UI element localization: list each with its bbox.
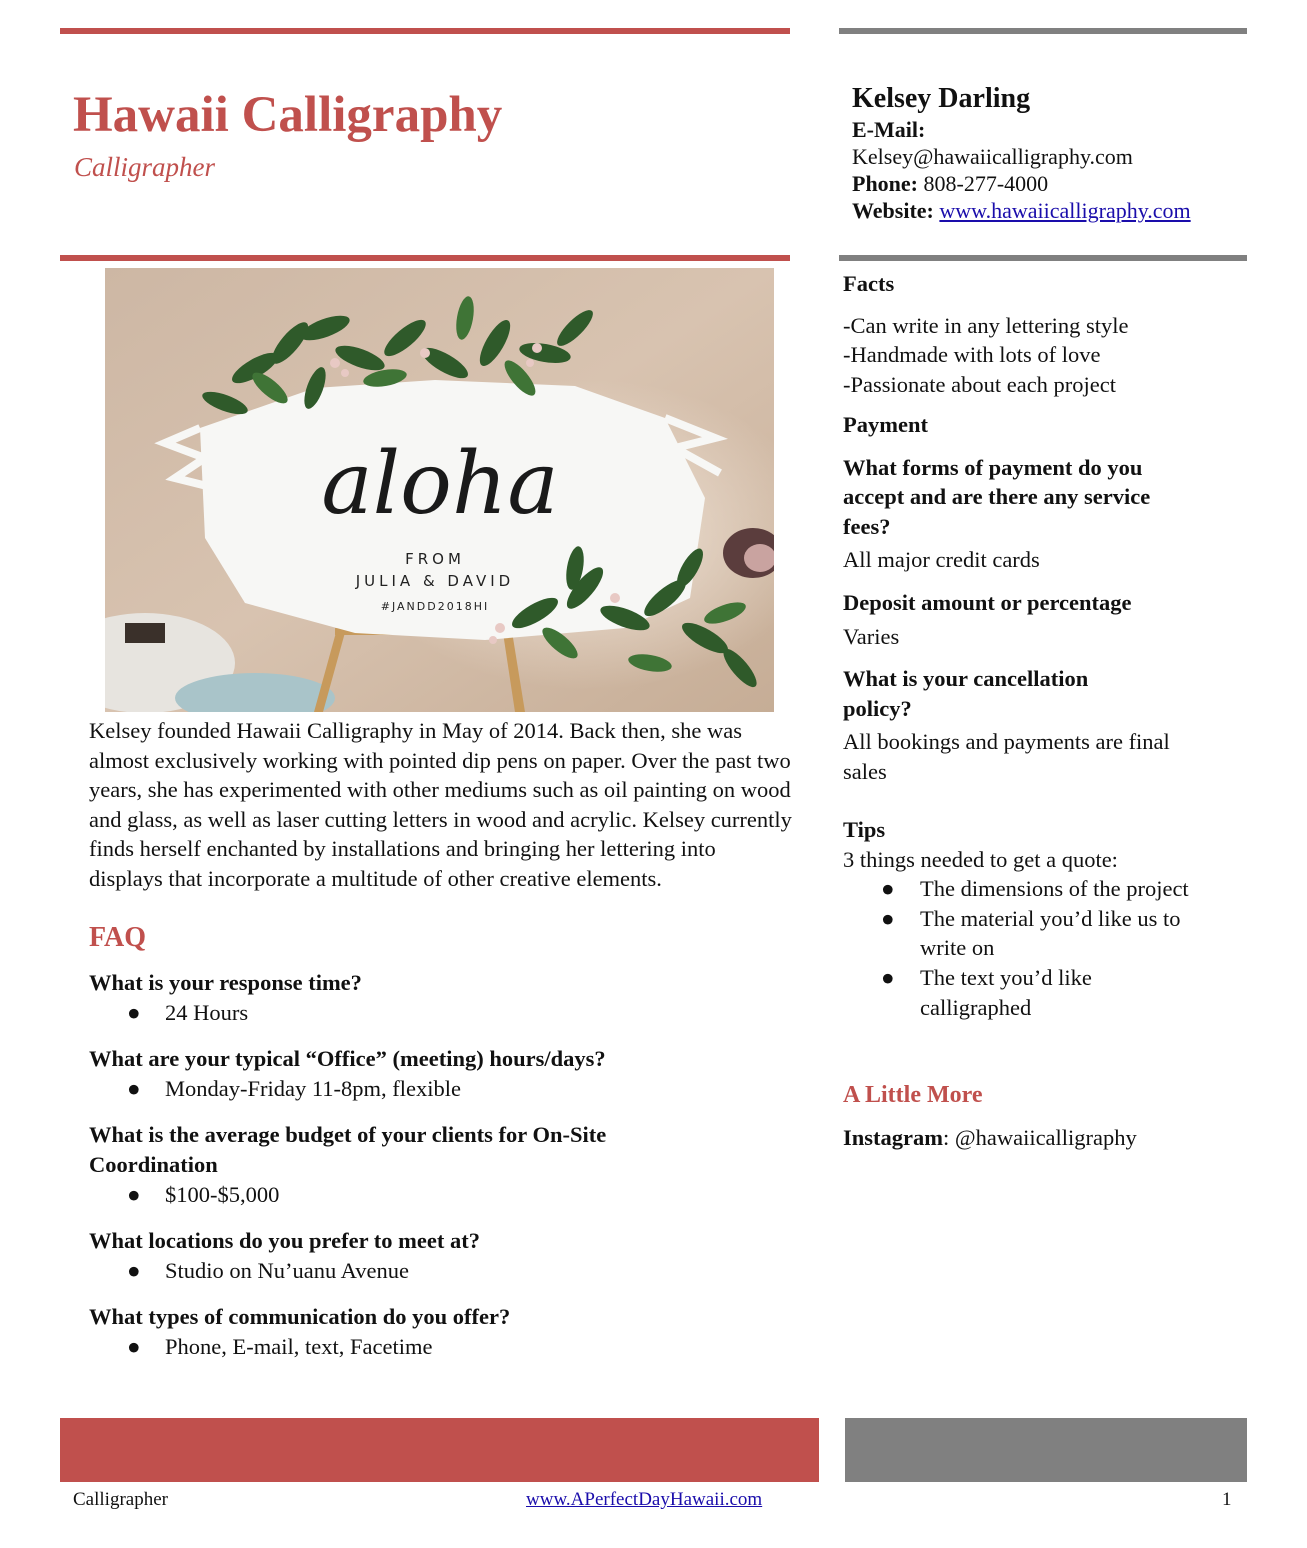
little-more-heading: A Little More	[843, 1082, 983, 1108]
little-more-section	[843, 1082, 1243, 1153]
payment-heading: Payment	[843, 412, 928, 437]
payment-question: What is your cancellation policy?	[843, 666, 1089, 721]
top-rule-gray	[839, 28, 1247, 34]
tips-heading: Tips	[843, 817, 886, 842]
website-label: Website:	[852, 198, 934, 223]
sign-hashtag: #JANDD2018HI	[380, 600, 490, 613]
payment-answer: Varies	[843, 623, 900, 649]
phone-label: Phone:	[852, 171, 918, 196]
faq-answer: 24 Hours	[165, 999, 249, 1025]
faq-list	[89, 968, 794, 1379]
bullet-icon: ●	[127, 1075, 141, 1101]
faq-answer: Phone, E-mail, text, Facetime	[165, 1333, 433, 1359]
mid-rule-gray	[839, 255, 1247, 261]
faq-item	[89, 1226, 794, 1285]
page-number: 1	[1222, 1489, 1232, 1510]
tip-item: ● The dimensions of the project	[843, 874, 1198, 904]
page-subtitle: Calligrapher	[74, 152, 216, 182]
faq-answer: $100-$5,000	[165, 1181, 280, 1207]
footer-left: Calligrapher	[73, 1489, 168, 1510]
sign-names: JULIA & DAVID	[355, 572, 515, 590]
payment-answer: All major credit cards	[843, 547, 1040, 573]
faq-heading: FAQ	[89, 922, 147, 953]
bullet-icon: ●	[881, 876, 895, 902]
fact-item: -Passionate about each project	[843, 371, 1117, 397]
mid-rule-red	[60, 255, 790, 261]
tip-item: ● The text you’d like calligraphed	[881, 964, 1092, 1020]
instagram-label: Instagram	[843, 1125, 943, 1150]
page-title: Hawaii Calligraphy	[73, 87, 503, 143]
faq-item	[89, 1302, 794, 1361]
payment-question: Deposit amount or percentage	[843, 589, 1132, 615]
bullet-icon: ●	[881, 964, 895, 990]
faq-answer: Monday-Friday 11-8pm, flexible	[165, 1075, 461, 1101]
email-value: Kelsey@hawaiicalligraphy.com	[852, 144, 1133, 169]
email-label: E-Mail:	[852, 117, 926, 142]
bullet-icon: ●	[127, 999, 141, 1025]
phone-value: 808-277-4000	[923, 171, 1049, 196]
faq-question: What is the average budget of your clients for On-Site Coordination	[89, 1122, 607, 1177]
payment-answer: All bookings and payments are final sales	[843, 729, 1170, 784]
faq-question: What is your response time?	[89, 970, 362, 995]
tip-item: ● The material you’d like us to write on	[881, 905, 1181, 961]
bullet-icon: ●	[127, 1333, 141, 1359]
bullet-icon: ●	[881, 905, 895, 931]
fact-item: -Can write in any lettering style	[843, 312, 1129, 338]
bullet-icon: ●	[127, 1257, 141, 1283]
facts-heading: Facts	[843, 271, 895, 296]
sign-photo	[105, 268, 774, 712]
instagram-handle: : @hawaiicalligraphy	[943, 1125, 1137, 1150]
bullet-icon: ●	[127, 1181, 141, 1207]
sign-from: FROM	[405, 550, 465, 568]
bio-paragraph: Kelsey founded Hawaii Calligraphy in May of 2014. Back then, she was almost exclusively working with pointed dip pens on paper. Over the past two years, she has experimented with other mediums such as oil painting on wood and glass, as well as laser cutting letters in wood and acrylic. Kelsey currently finds herself enchanted by installations and bringing her lettering into displays that incorporate a multitude of other creative elements.	[89, 718, 792, 891]
faq-question: What locations do you prefer to meet at?	[89, 1228, 480, 1254]
footer-link[interactable]: www.APerfectDayHawaii.com	[526, 1489, 763, 1510]
faq-item	[89, 968, 794, 1027]
payment-section	[843, 410, 1243, 787]
faq-item	[89, 1120, 794, 1209]
footer-bar-red	[60, 1418, 819, 1482]
tips-intro: 3 things needed to get a quote:	[843, 846, 1118, 872]
faq-question: What are your typical “Office” (meeting) hours/days?	[89, 1046, 606, 1072]
fact-item: -Handmade with lots of love	[843, 342, 1101, 368]
tips-section	[843, 815, 1243, 1022]
website-link[interactable]: www.hawaiicalligraphy.com	[939, 198, 1191, 223]
faq-question: What types of communication do you offer?	[89, 1304, 511, 1330]
sign-script: aloha	[321, 434, 559, 534]
facts-section	[843, 269, 1243, 399]
faq-item	[89, 1044, 794, 1103]
payment-question: What forms of payment do you accept and are there any service fees?	[843, 454, 1151, 539]
top-rule-red	[60, 28, 790, 34]
contact-block	[852, 82, 1252, 224]
contact-name: Kelsey Darling	[852, 83, 1031, 114]
footer-bar-gray	[845, 1418, 1247, 1482]
faq-answer: Studio on Nu’uanu Avenue	[165, 1257, 409, 1283]
